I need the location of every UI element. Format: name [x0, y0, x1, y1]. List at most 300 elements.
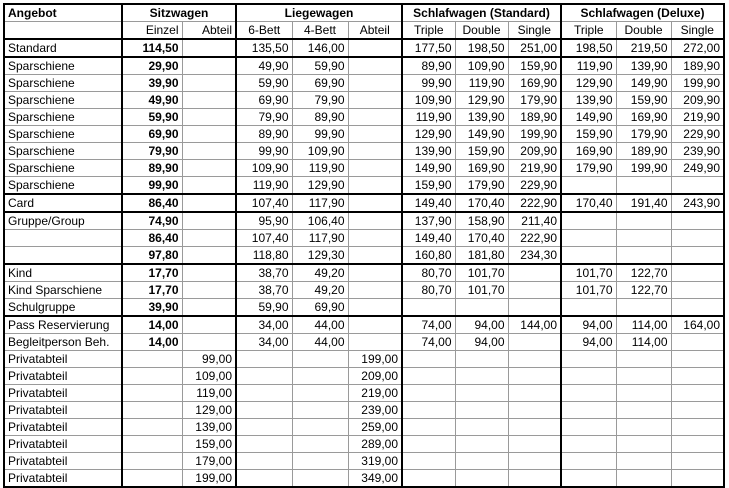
cell-deluxe-triple: 129,90 — [561, 75, 616, 92]
cell-sitz-abteil — [182, 109, 236, 126]
cell-angebot: Sparschiene — [4, 126, 122, 143]
cell-standard-single: 211,40 — [508, 212, 561, 230]
cell-deluxe-triple — [561, 351, 616, 368]
table-row — [4, 470, 724, 488]
cell-angebot: Privatabteil — [4, 419, 122, 436]
cell-angebot: Card — [4, 194, 122, 212]
cell-sitz-einzel: 99,90 — [122, 177, 182, 195]
cell-liege-4-bett: 117,90 — [292, 230, 348, 247]
subheader-single: Single — [508, 22, 561, 40]
cell-deluxe-double — [616, 177, 671, 195]
cell-liege-6-bett: 34,00 — [236, 316, 292, 334]
cell-deluxe-double — [616, 385, 671, 402]
cell-sitz-einzel: 39,90 — [122, 75, 182, 92]
cell-liege-6-bett — [236, 385, 292, 402]
cell-angebot: Privatabteil — [4, 368, 122, 385]
cell-liege-abteil — [348, 282, 402, 299]
cell-angebot: Privatabteil — [4, 453, 122, 470]
cell-liege-abteil: 319,00 — [348, 453, 402, 470]
cell-standard-double — [455, 299, 508, 317]
cell-standard-triple — [402, 436, 455, 453]
cell-standard-double — [455, 436, 508, 453]
cell-standard-single: 199,90 — [508, 126, 561, 143]
cell-sitz-abteil: 129,00 — [182, 402, 236, 419]
cell-deluxe-double: 219,50 — [616, 39, 671, 57]
cell-angebot: Kind — [4, 264, 122, 282]
cell-standard-single: 189,90 — [508, 109, 561, 126]
cell-deluxe-triple — [561, 402, 616, 419]
cell-liege-abteil — [348, 334, 402, 351]
table-row — [4, 92, 724, 109]
table-row — [4, 212, 724, 230]
cell-sitz-abteil — [182, 247, 236, 265]
cell-sitz-einzel — [122, 351, 182, 368]
cell-standard-single — [508, 264, 561, 282]
cell-deluxe-double — [616, 212, 671, 230]
cell-angebot: Sparschiene — [4, 109, 122, 126]
cell-liege-4-bett: 129,90 — [292, 177, 348, 195]
cell-sitz-einzel: 14,00 — [122, 334, 182, 351]
cell-deluxe-triple — [561, 299, 616, 317]
table-row — [4, 368, 724, 385]
cell-deluxe-triple — [561, 453, 616, 470]
cell-liege-6-bett: 107,40 — [236, 230, 292, 247]
cell-standard-single — [508, 402, 561, 419]
cell-angebot: Privatabteil — [4, 470, 122, 488]
cell-deluxe-single: 272,00 — [671, 39, 724, 57]
cell-deluxe-single: 189,90 — [671, 57, 724, 75]
cell-liege-4-bett: 49,20 — [292, 282, 348, 299]
table-row — [4, 126, 724, 143]
cell-liege-4-bett — [292, 453, 348, 470]
cell-angebot: Privatabteil — [4, 351, 122, 368]
cell-liege-6-bett: 59,90 — [236, 75, 292, 92]
cell-liege-abteil — [348, 212, 402, 230]
cell-sitz-abteil — [182, 75, 236, 92]
cell-liege-6-bett: 59,90 — [236, 299, 292, 317]
cell-liege-4-bett: 69,90 — [292, 75, 348, 92]
cell-liege-abteil — [348, 177, 402, 195]
cell-deluxe-double — [616, 436, 671, 453]
cell-deluxe-triple: 94,00 — [561, 316, 616, 334]
table-row — [4, 316, 724, 334]
cell-standard-triple — [402, 453, 455, 470]
cell-liege-4-bett — [292, 419, 348, 436]
cell-deluxe-single: 249,90 — [671, 160, 724, 177]
cell-liege-abteil: 209,00 — [348, 368, 402, 385]
cell-sitz-einzel: 114,50 — [122, 39, 182, 57]
cell-standard-double — [455, 385, 508, 402]
cell-sitz-einzel — [122, 419, 182, 436]
cell-liege-6-bett: 38,70 — [236, 264, 292, 282]
cell-standard-single: 219,90 — [508, 160, 561, 177]
cell-liege-4-bett: 109,90 — [292, 143, 348, 160]
cell-deluxe-triple: 94,00 — [561, 334, 616, 351]
table-row — [4, 230, 724, 247]
cell-deluxe-single: 243,90 — [671, 194, 724, 212]
cell-angebot: Begleitperson Beh. — [4, 334, 122, 351]
cell-standard-double: 158,90 — [455, 212, 508, 230]
cell-sitz-einzel: 29,90 — [122, 57, 182, 75]
cell-sitz-einzel: 17,70 — [122, 264, 182, 282]
cell-deluxe-triple: 169,90 — [561, 143, 616, 160]
cell-standard-single: 159,90 — [508, 57, 561, 75]
cell-liege-6-bett: 99,90 — [236, 143, 292, 160]
cell-standard-triple: 177,50 — [402, 39, 455, 57]
header-liegewagen: Liegewagen — [236, 4, 402, 22]
cell-standard-single: 179,90 — [508, 92, 561, 109]
cell-standard-single: 144,00 — [508, 316, 561, 334]
cell-standard-triple: 159,90 — [402, 177, 455, 195]
header-schlafwagen-deluxe: Schlafwagen (Deluxe) — [561, 4, 724, 22]
cell-liege-abteil — [348, 194, 402, 212]
table-row — [4, 385, 724, 402]
table-row — [4, 143, 724, 160]
cell-sitz-einzel — [122, 470, 182, 488]
cell-sitz-abteil — [182, 126, 236, 143]
cell-deluxe-single — [671, 436, 724, 453]
cell-sitz-abteil — [182, 230, 236, 247]
cell-liege-6-bett: 38,70 — [236, 282, 292, 299]
cell-standard-double: 94,00 — [455, 316, 508, 334]
header-angebot: Angebot — [4, 4, 122, 22]
cell-liege-abteil — [348, 143, 402, 160]
cell-deluxe-single — [671, 368, 724, 385]
cell-deluxe-single — [671, 264, 724, 282]
cell-standard-double: 170,40 — [455, 194, 508, 212]
cell-standard-double — [455, 470, 508, 488]
cell-liege-6-bett — [236, 351, 292, 368]
cell-deluxe-triple: 101,70 — [561, 264, 616, 282]
cell-deluxe-double: 122,70 — [616, 282, 671, 299]
cell-liege-abteil — [348, 316, 402, 334]
header-schlafwagen-standard: Schlafwagen (Standard) — [402, 4, 561, 22]
cell-deluxe-single — [671, 402, 724, 419]
cell-deluxe-double: 139,90 — [616, 57, 671, 75]
cell-deluxe-single — [671, 177, 724, 195]
cell-standard-single: 222,90 — [508, 194, 561, 212]
cell-sitz-einzel: 79,90 — [122, 143, 182, 160]
cell-deluxe-single — [671, 247, 724, 265]
cell-deluxe-double: 179,90 — [616, 126, 671, 143]
cell-liege-6-bett: 34,00 — [236, 334, 292, 351]
cell-deluxe-triple — [561, 230, 616, 247]
cell-sitz-abteil: 119,00 — [182, 385, 236, 402]
cell-liege-abteil: 199,00 — [348, 351, 402, 368]
cell-liege-4-bett: 49,20 — [292, 264, 348, 282]
cell-sitz-einzel — [122, 368, 182, 385]
cell-liege-4-bett: 79,90 — [292, 92, 348, 109]
cell-angebot: Sparschiene — [4, 177, 122, 195]
cell-sitz-abteil — [182, 92, 236, 109]
cell-deluxe-triple: 170,40 — [561, 194, 616, 212]
cell-liege-4-bett: 106,40 — [292, 212, 348, 230]
table-row — [4, 351, 724, 368]
cell-standard-triple — [402, 385, 455, 402]
cell-sitz-abteil — [182, 264, 236, 282]
subheader-single-deluxe: Single — [671, 22, 724, 40]
cell-angebot: Gruppe/Group — [4, 212, 122, 230]
cell-deluxe-double — [616, 351, 671, 368]
cell-liege-6-bett: 49,90 — [236, 57, 292, 75]
cell-deluxe-single — [671, 334, 724, 351]
cell-standard-single: 229,90 — [508, 177, 561, 195]
cell-angebot: Sparschiene — [4, 57, 122, 75]
cell-liege-4-bett: 117,90 — [292, 194, 348, 212]
cell-deluxe-triple — [561, 177, 616, 195]
table-row — [4, 334, 724, 351]
cell-liege-6-bett: 119,90 — [236, 177, 292, 195]
cell-deluxe-single: 239,90 — [671, 143, 724, 160]
cell-standard-double: 149,90 — [455, 126, 508, 143]
cell-sitz-abteil: 109,00 — [182, 368, 236, 385]
cell-standard-single — [508, 351, 561, 368]
cell-standard-triple: 80,70 — [402, 264, 455, 282]
subheader-6-bett: 6-Bett — [236, 22, 292, 40]
cell-liege-6-bett — [236, 436, 292, 453]
cell-sitz-einzel — [122, 436, 182, 453]
cell-standard-triple — [402, 299, 455, 317]
cell-standard-triple: 89,90 — [402, 57, 455, 75]
cell-deluxe-double: 199,90 — [616, 160, 671, 177]
cell-standard-double: 159,90 — [455, 143, 508, 160]
cell-liege-6-bett — [236, 419, 292, 436]
cell-standard-double: 139,90 — [455, 109, 508, 126]
cell-liege-4-bett — [292, 436, 348, 453]
cell-standard-single — [508, 299, 561, 317]
cell-standard-triple: 99,90 — [402, 75, 455, 92]
cell-deluxe-single: 219,90 — [671, 109, 724, 126]
cell-liege-6-bett: 109,90 — [236, 160, 292, 177]
cell-standard-double — [455, 351, 508, 368]
cell-deluxe-triple — [561, 247, 616, 265]
cell-angebot — [4, 247, 122, 265]
cell-deluxe-single — [671, 453, 724, 470]
cell-standard-double: 109,90 — [455, 57, 508, 75]
cell-standard-triple: 129,90 — [402, 126, 455, 143]
cell-standard-double: 94,00 — [455, 334, 508, 351]
cell-deluxe-single — [671, 470, 724, 488]
cell-sitz-abteil — [182, 282, 236, 299]
cell-deluxe-double — [616, 470, 671, 488]
cell-sitz-abteil — [182, 39, 236, 57]
cell-liege-4-bett: 44,00 — [292, 316, 348, 334]
cell-liege-6-bett — [236, 453, 292, 470]
cell-deluxe-double: 159,90 — [616, 92, 671, 109]
cell-deluxe-double: 122,70 — [616, 264, 671, 282]
cell-liege-6-bett — [236, 368, 292, 385]
cell-sitz-abteil — [182, 143, 236, 160]
cell-deluxe-double: 114,00 — [616, 334, 671, 351]
cell-sitz-einzel: 14,00 — [122, 316, 182, 334]
cell-standard-single — [508, 436, 561, 453]
cell-standard-double — [455, 419, 508, 436]
subheader-triple: Triple — [402, 22, 455, 40]
cell-liege-abteil — [348, 57, 402, 75]
subheader-einzel: Einzel — [122, 22, 182, 40]
cell-deluxe-triple: 149,90 — [561, 109, 616, 126]
cell-standard-triple — [402, 351, 455, 368]
cell-sitz-einzel: 97,80 — [122, 247, 182, 265]
cell-deluxe-triple — [561, 385, 616, 402]
cell-standard-single — [508, 470, 561, 488]
cell-standard-double: 181,80 — [455, 247, 508, 265]
cell-standard-double: 101,70 — [455, 282, 508, 299]
cell-sitz-einzel: 89,90 — [122, 160, 182, 177]
cell-liege-abteil: 259,00 — [348, 419, 402, 436]
cell-angebot: Pass Reservierung — [4, 316, 122, 334]
table-row — [4, 75, 724, 92]
cell-deluxe-single — [671, 299, 724, 317]
cell-deluxe-double: 189,90 — [616, 143, 671, 160]
table-row — [4, 39, 724, 57]
cell-sitz-abteil — [182, 299, 236, 317]
cell-angebot: Standard — [4, 39, 122, 57]
cell-standard-triple: 149,40 — [402, 194, 455, 212]
cell-liege-abteil — [348, 230, 402, 247]
header-group-row — [4, 4, 724, 22]
cell-liege-4-bett — [292, 470, 348, 488]
table-row — [4, 177, 724, 195]
cell-standard-single: 209,90 — [508, 143, 561, 160]
cell-liege-abteil: 349,00 — [348, 470, 402, 488]
cell-liege-6-bett: 118,80 — [236, 247, 292, 265]
cell-angebot: Schulgruppe — [4, 299, 122, 317]
cell-sitz-abteil — [182, 194, 236, 212]
cell-standard-triple: 109,90 — [402, 92, 455, 109]
cell-deluxe-triple: 159,90 — [561, 126, 616, 143]
cell-liege-abteil — [348, 126, 402, 143]
cell-standard-single — [508, 334, 561, 351]
cell-angebot: Sparschiene — [4, 143, 122, 160]
cell-standard-single — [508, 419, 561, 436]
table-row — [4, 57, 724, 75]
cell-sitz-einzel: 17,70 — [122, 282, 182, 299]
cell-standard-single: 222,90 — [508, 230, 561, 247]
cell-standard-single — [508, 282, 561, 299]
cell-standard-triple — [402, 402, 455, 419]
cell-deluxe-single: 199,90 — [671, 75, 724, 92]
table-row — [4, 282, 724, 299]
table-row — [4, 109, 724, 126]
table-row — [4, 402, 724, 419]
table-row — [4, 419, 724, 436]
cell-standard-double — [455, 368, 508, 385]
cell-sitz-einzel: 49,90 — [122, 92, 182, 109]
cell-deluxe-single: 209,90 — [671, 92, 724, 109]
cell-deluxe-triple — [561, 470, 616, 488]
cell-deluxe-double — [616, 453, 671, 470]
cell-sitz-abteil — [182, 177, 236, 195]
subheader-abteil-liege: Abteil — [348, 22, 402, 40]
cell-sitz-abteil: 99,00 — [182, 351, 236, 368]
cell-liege-abteil: 239,00 — [348, 402, 402, 419]
table-row — [4, 299, 724, 317]
cell-liege-6-bett — [236, 470, 292, 488]
cell-liege-abteil — [348, 160, 402, 177]
cell-standard-triple: 137,90 — [402, 212, 455, 230]
cell-sitz-abteil — [182, 212, 236, 230]
cell-standard-single — [508, 385, 561, 402]
cell-liege-6-bett: 107,40 — [236, 194, 292, 212]
cell-sitz-abteil: 199,00 — [182, 470, 236, 488]
cell-deluxe-double: 149,90 — [616, 75, 671, 92]
cell-liege-abteil — [348, 92, 402, 109]
cell-liege-4-bett: 89,90 — [292, 109, 348, 126]
cell-standard-double: 179,90 — [455, 177, 508, 195]
cell-sitz-einzel — [122, 402, 182, 419]
cell-deluxe-double — [616, 368, 671, 385]
cell-sitz-abteil: 139,00 — [182, 419, 236, 436]
cell-standard-single: 169,90 — [508, 75, 561, 92]
cell-liege-4-bett — [292, 402, 348, 419]
cell-standard-triple: 80,70 — [402, 282, 455, 299]
cell-angebot: Privatabteil — [4, 402, 122, 419]
cell-standard-triple: 160,80 — [402, 247, 455, 265]
cell-standard-triple: 74,00 — [402, 334, 455, 351]
cell-standard-triple: 119,90 — [402, 109, 455, 126]
cell-liege-abteil — [348, 109, 402, 126]
price-table-body — [4, 4, 724, 487]
cell-angebot: Sparschiene — [4, 75, 122, 92]
header-sitzwagen: Sitzwagen — [122, 4, 236, 22]
cell-sitz-einzel: 59,90 — [122, 109, 182, 126]
cell-deluxe-triple — [561, 419, 616, 436]
subheader-double: Double — [455, 22, 508, 40]
cell-liege-abteil — [348, 247, 402, 265]
cell-angebot: Sparschiene — [4, 160, 122, 177]
cell-sitz-abteil — [182, 160, 236, 177]
cell-deluxe-triple: 119,90 — [561, 57, 616, 75]
cell-liege-abteil — [348, 264, 402, 282]
cell-standard-triple — [402, 419, 455, 436]
cell-liege-abteil — [348, 75, 402, 92]
cell-liege-4-bett: 99,90 — [292, 126, 348, 143]
cell-deluxe-single — [671, 230, 724, 247]
cell-sitz-abteil — [182, 316, 236, 334]
cell-standard-triple: 149,90 — [402, 160, 455, 177]
cell-liege-abteil — [348, 39, 402, 57]
cell-liege-4-bett: 146,00 — [292, 39, 348, 57]
cell-liege-6-bett: 69,90 — [236, 92, 292, 109]
cell-sitz-einzel — [122, 453, 182, 470]
cell-standard-double: 170,40 — [455, 230, 508, 247]
cell-deluxe-triple — [561, 436, 616, 453]
cell-standard-triple — [402, 368, 455, 385]
cell-sitz-einzel: 74,90 — [122, 212, 182, 230]
cell-deluxe-triple — [561, 212, 616, 230]
cell-sitz-einzel: 69,90 — [122, 126, 182, 143]
cell-deluxe-double — [616, 299, 671, 317]
table-row — [4, 160, 724, 177]
cell-sitz-einzel: 39,90 — [122, 299, 182, 317]
cell-angebot: Privatabteil — [4, 385, 122, 402]
cell-standard-double: 119,90 — [455, 75, 508, 92]
cell-deluxe-double — [616, 247, 671, 265]
table-row — [4, 264, 724, 282]
cell-angebot: Privatabteil — [4, 436, 122, 453]
subheader-cell — [4, 22, 122, 40]
cell-deluxe-triple: 179,90 — [561, 160, 616, 177]
cell-standard-single: 251,00 — [508, 39, 561, 57]
cell-liege-6-bett: 89,90 — [236, 126, 292, 143]
cell-deluxe-double — [616, 419, 671, 436]
cell-deluxe-triple: 101,70 — [561, 282, 616, 299]
cell-deluxe-single — [671, 385, 724, 402]
cell-standard-double — [455, 453, 508, 470]
cell-sitz-abteil: 159,00 — [182, 436, 236, 453]
cell-liege-4-bett — [292, 385, 348, 402]
